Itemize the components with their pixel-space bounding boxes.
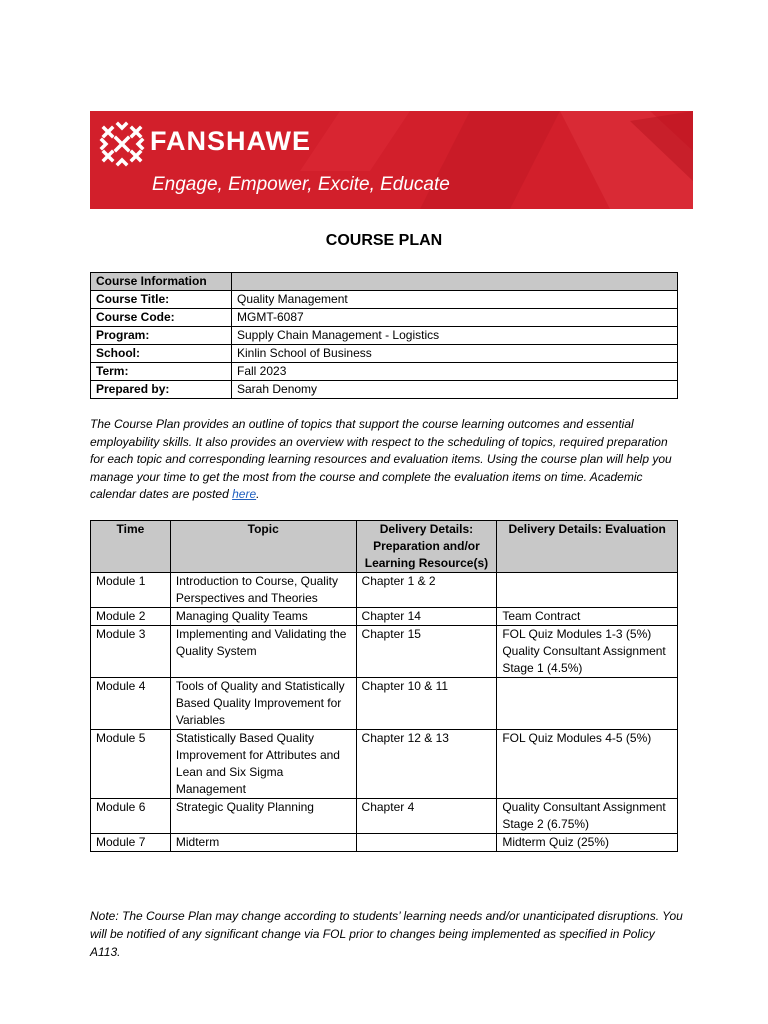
cell-prep: Chapter 14 [356, 608, 497, 626]
cell-eval [497, 573, 678, 608]
cell-time: Module 2 [91, 608, 171, 626]
info-label: Course Title: [91, 291, 232, 309]
cell-topic: Implementing and Validating the Quality System [170, 626, 356, 678]
cell-topic: Introduction to Course, Quality Perspectives and Theories [170, 573, 356, 608]
cell-eval [497, 678, 678, 730]
table-row [91, 730, 678, 799]
cell-prep: Chapter 10 & 11 [356, 678, 497, 730]
intro-end: . [256, 487, 260, 501]
page-title: COURSE PLAN [325, 232, 443, 249]
info-value: Quality Management [232, 291, 678, 309]
cell-topic: Midterm [170, 834, 356, 852]
intro-paragraph [90, 416, 680, 504]
info-value: Sarah Denomy [232, 381, 678, 399]
course-info-header-row [91, 273, 678, 291]
table-row [91, 608, 678, 626]
cell-eval: FOL Quiz Modules 1-3 (5%) Quality Consultant Assignment Stage 1 (4.5%) [497, 626, 678, 678]
course-info-row [91, 363, 678, 381]
cell-time: Module 5 [91, 730, 171, 799]
cell-time: Module 6 [91, 799, 171, 834]
table-row [91, 626, 678, 678]
cell-eval: Team Contract [497, 608, 678, 626]
cell-time: Module 3 [91, 626, 171, 678]
course-plan-table [90, 520, 678, 852]
table-row [91, 799, 678, 834]
table-row [91, 834, 678, 852]
cell-prep: Chapter 1 & 2 [356, 573, 497, 608]
cell-time: Module 7 [91, 834, 171, 852]
course-info-row [91, 327, 678, 345]
course-info-header: Course Information [91, 273, 232, 291]
col-header-evaluation: Delivery Details: Evaluation [497, 521, 678, 573]
note-paragraph: Note: The Course Plan may change according to students’ learning needs and/or unanticipated disruptions. You will be notified of any significant change via FOL prior to changes being implemented as specified in Policy A113. [90, 909, 683, 959]
info-value: Fall 2023 [232, 363, 678, 381]
cell-prep: Chapter 12 & 13 [356, 730, 497, 799]
cell-topic: Statistically Based Quality Improvement for Attributes and Lean and Six Sigma Management [170, 730, 356, 799]
col-header-topic: Topic [170, 521, 356, 573]
course-info-row [91, 291, 678, 309]
table-row [91, 678, 678, 730]
plan-header-row [91, 521, 678, 573]
course-info-row [91, 345, 678, 363]
intro-text: The Course Plan provides an outline of topics that support the course learning outcomes and essential employability skills. It also provides an overview with respect to the scheduling of topics, required preparation for each topic and corresponding learning resources and evaluation items. Using the course plan will help you manage your time to get the most from the course and complete the evaluation items on time. Academic calendar dates are posted [90, 417, 672, 501]
info-label: Course Code: [91, 309, 232, 327]
cell-eval: FOL Quiz Modules 4-5 (5%) [497, 730, 678, 799]
info-value: Supply Chain Management - Logistics [232, 327, 678, 345]
course-info-row [91, 381, 678, 399]
info-label: Program: [91, 327, 232, 345]
info-label: Term: [91, 363, 232, 381]
academic-calendar-link[interactable]: here [232, 487, 257, 501]
cell-topic: Strategic Quality Planning [170, 799, 356, 834]
info-label: School: [91, 345, 232, 363]
info-label: Prepared by: [91, 381, 232, 399]
brand-name: FANSHAWE [150, 126, 312, 156]
cell-time: Module 1 [91, 573, 171, 608]
info-value: MGMT-6087 [232, 309, 678, 327]
col-header-preparation: Delivery Details: Preparation and/or Learning Resource(s) [356, 521, 497, 573]
header-banner [90, 111, 693, 209]
cell-prep: Chapter 15 [356, 626, 497, 678]
course-info-table [90, 272, 678, 399]
cell-prep [356, 834, 497, 852]
info-value: Kinlin School of Business [232, 345, 678, 363]
course-info-header-blank [232, 273, 678, 291]
table-row [91, 573, 678, 608]
course-info-row [91, 309, 678, 327]
cell-eval: Midterm Quiz (25%) [497, 834, 678, 852]
cell-time: Module 4 [91, 678, 171, 730]
col-header-time: Time [91, 521, 171, 573]
cell-topic: Managing Quality Teams [170, 608, 356, 626]
tagline: Engage, Empower, Excite, Educate [152, 174, 450, 195]
fanshawe-logo-icon [98, 120, 146, 168]
cell-topic: Tools of Quality and Statistically Based Quality Improvement for Variables [170, 678, 356, 730]
cell-eval: Quality Consultant Assignment Stage 2 (6.75%) [497, 799, 678, 834]
cell-prep: Chapter 4 [356, 799, 497, 834]
